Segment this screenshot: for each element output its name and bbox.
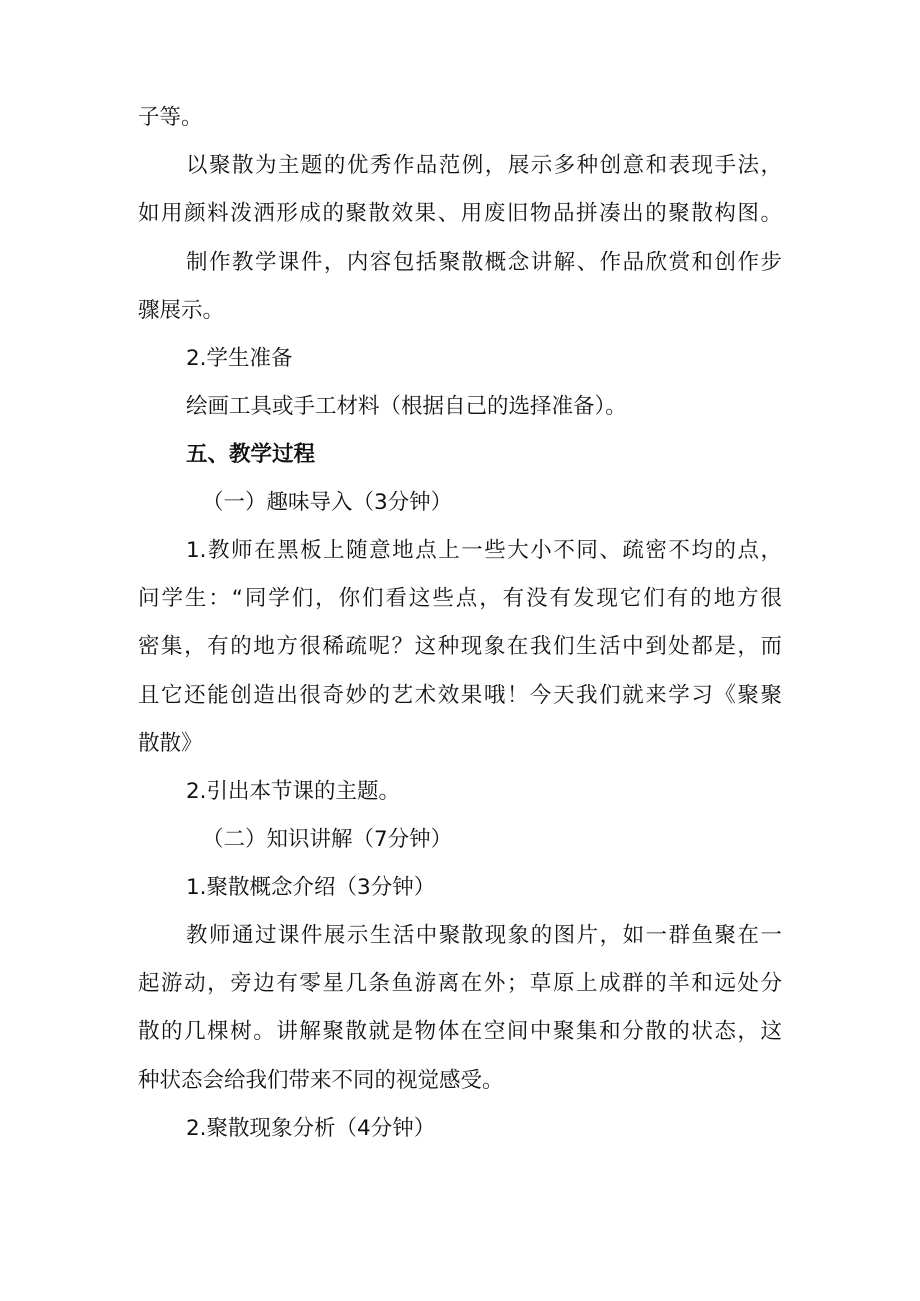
paragraph-line: 问学生：“同学们，你们看这些点，有没有发现它们有的地方很 bbox=[138, 586, 782, 611]
subsection-heading: （二）知识讲解（7分钟） bbox=[202, 827, 453, 852]
subsection-heading: （一）趣味导入（3分钟） bbox=[202, 490, 453, 515]
paragraph-line: 1.教师在黑板上随意地点上一些大小不同、疏密不均的点， bbox=[186, 538, 782, 563]
paragraph-line: 密集，有的地方很稀疏呢？这种现象在我们生活中到处都是，而 bbox=[138, 634, 782, 659]
section-heading: 五、教学过程 bbox=[186, 442, 316, 467]
paragraph-line: 如用颜料泼洒形成的聚散效果、用废旧物品拼凑出的聚散构图。 bbox=[138, 201, 782, 226]
paragraph-line: 子等。 bbox=[138, 105, 203, 130]
subheading: 2.学生准备 bbox=[186, 346, 293, 371]
paragraph-line: 制作教学课件，内容包括聚散概念讲解、作品欣赏和创作步 bbox=[186, 250, 782, 275]
subheading: 1.聚散概念介绍（3分钟） bbox=[186, 875, 436, 900]
paragraph-line: 教师通过课件展示生活中聚散现象的图片，如一群鱼聚在一 bbox=[186, 923, 782, 948]
paragraph-line: 绘画工具或手工材料（根据自己的选择准备）。 bbox=[186, 394, 627, 419]
paragraph-line: 以聚散为主题的优秀作品范例，展示多种创意和表现手法， bbox=[186, 153, 782, 178]
paragraph-line: 且它还能创造出很奇妙的艺术效果哦！今天我们就来学习《聚聚 bbox=[138, 683, 782, 708]
paragraph-line: 起游动，旁边有零星几条鱼游离在外；草原上成群的羊和远处分 bbox=[138, 971, 782, 996]
paragraph-line: 种状态会给我们带来不同的视觉感受。 bbox=[138, 1068, 504, 1093]
subheading: 2.聚散现象分析（4分钟） bbox=[186, 1116, 436, 1141]
paragraph-line: 散的几棵树。讲解聚散就是物体在空间中聚集和分散的状态，这 bbox=[138, 1019, 782, 1044]
paragraph-line: 骤展示。 bbox=[138, 298, 225, 323]
paragraph-line: 散散》 bbox=[138, 731, 203, 756]
paragraph-line: 2.引出本节课的主题。 bbox=[186, 779, 401, 804]
